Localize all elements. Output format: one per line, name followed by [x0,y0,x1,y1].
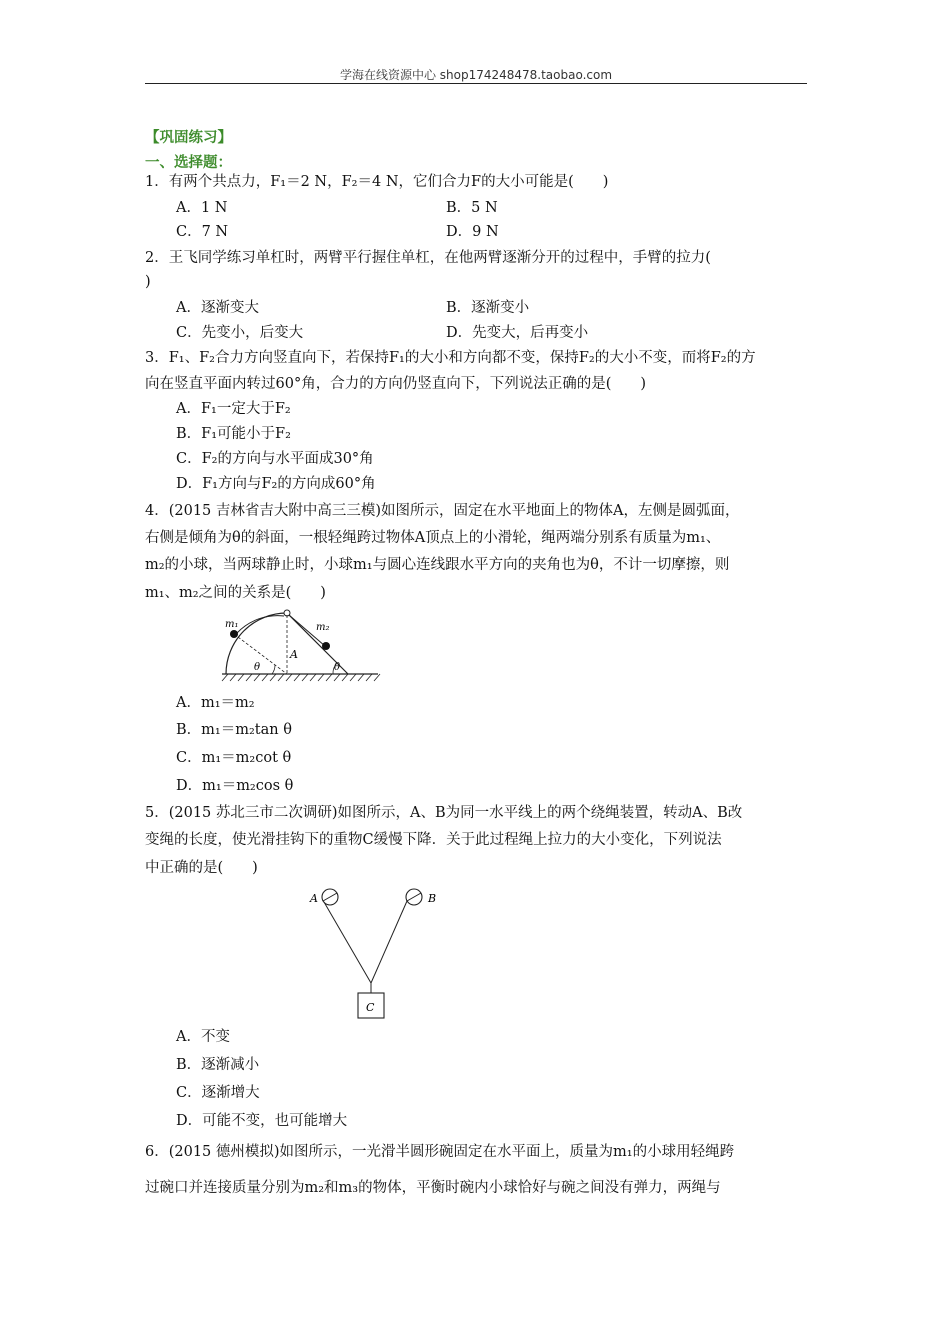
q2-option-b: B．逐渐变小 [446,300,530,316]
label-theta-left: θ [254,662,261,673]
q4-figure [210,606,385,688]
q5-figure [300,880,450,1020]
label-m2: m₂ [316,622,330,633]
ground-hatching [222,674,380,681]
q2-option-c: C．先变小，后变大 [176,325,304,341]
q1-option-b: B．5 N [446,200,498,216]
q3-option-c: C．F₂的方向与水平面成30°角 [176,451,374,467]
q2-option-d: D．先变大，后再变小 [446,325,589,341]
q2-stem-line2: ) [145,274,151,290]
q4-stem-line2: 右侧是倾角为θ的斜面，一根轻绳跨过物体A顶点上的小滑轮，绳两端分别系有质量为m₁、 [145,530,721,546]
q6-stem-line2: 过碗口并连接质量分别为m₂和m₃的物体，平衡时碗内小球恰好与碗之间没有弹力，两绳与 [145,1180,721,1196]
q2-option-a: A．逐渐变大 [176,300,259,316]
label-m1: m₁ [225,619,239,630]
q3-stem-line2: 向在竖直平面内转过60°角，合力的方向仍竖直向下，下列说法正确的是( ) [145,376,647,392]
q5-option-d: D．可能不变，也可能增大 [176,1113,348,1129]
q1-stem: 1．有两个共点力，F₁＝2 N，F₂＝4 N，它们合力F的大小可能是( ) [145,174,609,190]
q3-option-d: D．F₁方向与F₂的方向成60°角 [176,476,376,492]
label-a: A [310,892,318,905]
label-a: A [290,648,298,661]
q5-stem-line1: 5．(2015 苏北三市二次调研)如图所示，A、B为同一水平线上的两个绕绳装置，转动A、B改 [145,805,743,821]
q2-stem-line1: 2．王飞同学练习单杠时，两臂平行握住单杠，在他两臂逐渐分开的过程中，手臂的拉力( [145,250,711,266]
q5-option-a: A．不变 [176,1029,230,1045]
q4-stem-line3: m₂的小球，当两球静止时，小球m₁与圆心连线跟水平方向的夹角也为θ，不计一切摩擦，则 [145,557,730,573]
section-subheading: 一、选择题： [145,155,232,171]
label-theta-right: θ [334,662,341,673]
q4-option-c: C．m₁＝m₂cot θ [176,750,292,766]
q5-option-c: C．逐渐增大 [176,1085,260,1101]
label-c: C [366,1001,375,1014]
page-header: 学海在线资源中心 shop174248478.taobao.com [339,68,613,82]
q4-stem-line4: m₁、m₂之间的关系是( ) [145,585,326,601]
q4-option-b: B．m₁＝m₂tan θ [176,722,292,738]
header-divider [145,83,807,84]
q1-option-c: C．7 N [176,224,229,240]
q5-stem-line3: 中正确的是( ) [145,860,258,876]
q5-stem-line2: 变绳的长度，使光滑挂钩下的重物C缓慢下降．关于此过程绳上拉力的大小变化，下列说法 [145,832,722,848]
q5-option-b: B．逐渐减小 [176,1057,260,1073]
q3-option-a: A．F₁一定大于F₂ [176,401,291,417]
q1-option-d: D．9 N [446,224,499,240]
q4-option-a: A．m₁＝m₂ [176,695,255,711]
ball-m2 [322,642,330,650]
q1-option-a: A．1 N [176,200,228,216]
q3-option-b: B．F₁可能小于F₂ [176,426,291,442]
q4-option-d: D．m₁＝m₂cos θ [176,778,294,794]
q3-stem-line1: 3．F₁、F₂合力方向竖直向下，若保持F₁的大小和方向都不变，保持F₂的大小不变，而将F₂的方 [145,350,756,366]
label-b: B [428,892,437,905]
section-heading: 【巩固练习】 [145,130,232,146]
ball-m1 [230,630,238,638]
q4-stem-line1: 4．(2015 吉林省吉大附中高三三模)如图所示，固定在水平地面上的物体A，左侧是圆弧面， [145,503,740,519]
q6-stem-line1: 6．(2015 德州模拟)如图所示，一光滑半圆形碗固定在水平面上，质量为m₁的小球用轻绳跨 [145,1144,735,1160]
